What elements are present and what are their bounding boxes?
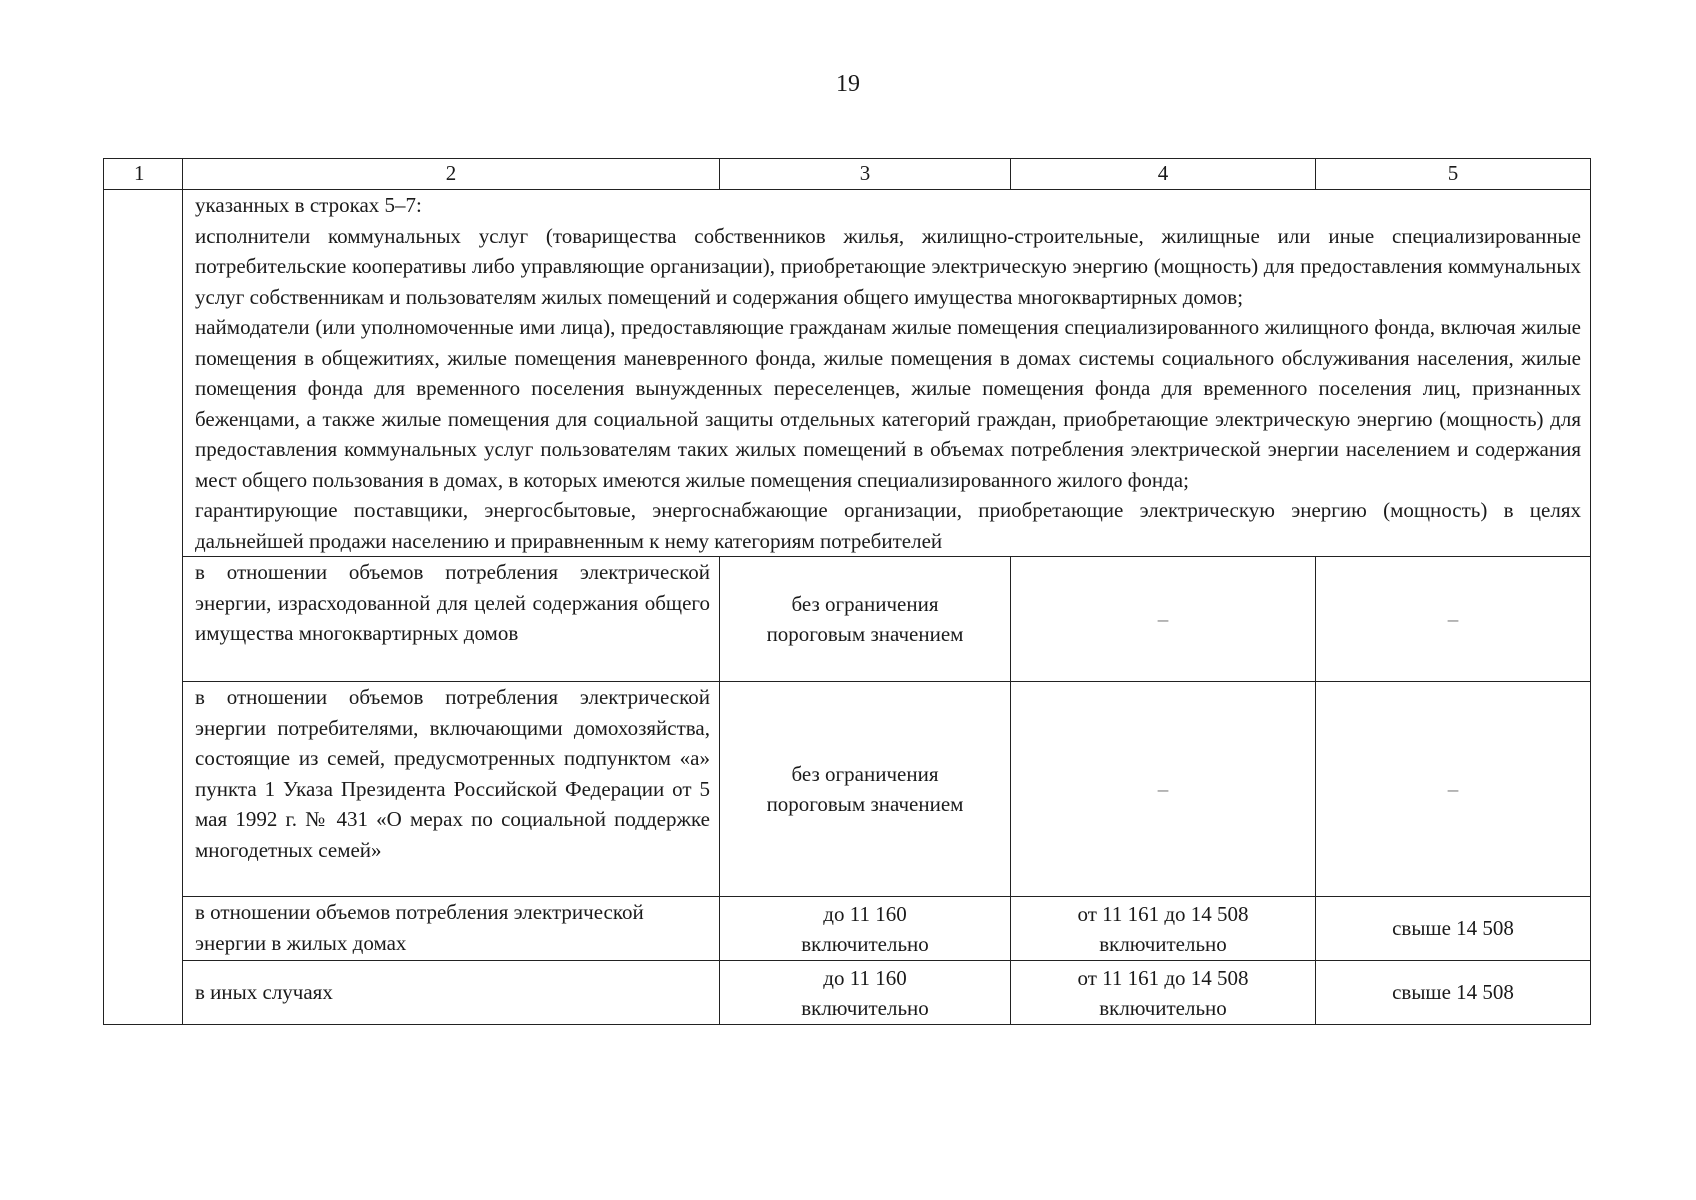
row-description: в иных случаях bbox=[183, 961, 720, 1025]
header-col-3: 3 bbox=[720, 159, 1011, 190]
row-col5-value: свыше 14 508 bbox=[1316, 897, 1591, 961]
group-block-cell bbox=[183, 190, 1591, 557]
group-paragraph-landlords: наймодатели (или уполномоченные ими лица), предоставляющие гражданам жилые помещения специализированного жилищного фонда, включая жилые помещения в общежитиях, жилые помещения маневренного фонда, жилые помещения в домах системы социального обслуживания населения, жилые помещения фонда для временного поселения вынужденных переселенцев, жилые помещения фонда для временного поселения лиц, признанных беженцами, а также жилые помещения для социальной защиты отдельных категорий граждан, приобретающие электрическую энергию (мощность) для предоставления коммунальных услуг пользователям таких жилых помещений в объемах потребления электрической энергии населением и содержания мест общего пользования в домах, в которых имеются жилые помещения специализированного жилого фонда; bbox=[195, 315, 1581, 492]
row-col3-text: до 11 160 включительно bbox=[801, 965, 929, 1020]
row-col5-value: – bbox=[1316, 682, 1591, 897]
row-col3-text: без ограничения пороговым значением bbox=[766, 592, 964, 646]
row-col4-text: от 11 161 до 14 508 включительно bbox=[1077, 965, 1249, 1020]
table-row bbox=[104, 682, 1591, 897]
header-col-1: 1 bbox=[104, 159, 183, 190]
tariff-table bbox=[103, 158, 1591, 1025]
table-row bbox=[104, 557, 1591, 682]
page-number: 19 bbox=[836, 71, 860, 97]
row-col3-text: без ограничения пороговым значением bbox=[766, 762, 964, 816]
row-col3-value bbox=[720, 961, 1011, 1025]
row-col4-value: – bbox=[1011, 682, 1316, 897]
table-row bbox=[104, 961, 1591, 1025]
table-row bbox=[104, 897, 1591, 961]
group-paragraph-suppliers: гарантирующие поставщики, энергосбытовые, энергоснабжающие организации, приобретающие электрическую энергию (мощность) в целях дальнейшей продажи населению и приравненным к нему категориям потребителей bbox=[195, 498, 1581, 553]
row-description: в отношении объемов потребления электрической энергии в жилых домах bbox=[183, 897, 720, 961]
row-col4-value: – bbox=[1011, 557, 1316, 682]
row-col4-text: от 11 161 до 14 508 включительно bbox=[1077, 901, 1249, 956]
table-header-row bbox=[104, 159, 1591, 190]
group-intro-text: указанных в строках 5–7: bbox=[195, 193, 422, 217]
row-number-cell bbox=[104, 190, 183, 1025]
header-col-5: 5 bbox=[1316, 159, 1591, 190]
group-block-row bbox=[104, 190, 1591, 557]
group-paragraph-utilities: исполнители коммунальных услуг (товарищества собственников жилья, жилищно-строительные, жилищные или иные специализированные потребительские кооперативы либо управляющие организации), приобретающие электрическую энергию (мощность) для предоставления коммунальных услуг собственникам и пользователям жилых помещений и содержания общего имущества многоквартирных домов; bbox=[195, 223, 1581, 309]
row-col3-value bbox=[720, 897, 1011, 961]
row-col5-value: – bbox=[1316, 557, 1591, 682]
row-col5-value: свыше 14 508 bbox=[1316, 961, 1591, 1025]
row-description: в отношении объемов потребления электрической энергии, израсходованной для целей содержания общего имущества многоквартирных домов bbox=[183, 557, 720, 682]
row-col3-value bbox=[720, 557, 1011, 682]
row-col4-value bbox=[1011, 961, 1316, 1025]
header-col-2: 2 bbox=[183, 159, 720, 190]
row-col3-text: до 11 160 включительно bbox=[801, 901, 929, 956]
row-description: в отношении объемов потребления электрической энергии потребителями, включающими домохозяйства, состоящие из семей, предусмотренных подпунктом «а» пункта 1 Указа Президента Российской Федерации от 5 мая 1992 г. № 431 «О мерах по социальной поддержке многодетных семей» bbox=[183, 682, 720, 897]
row-col4-value bbox=[1011, 897, 1316, 961]
row-col3-value bbox=[720, 682, 1011, 897]
header-col-4: 4 bbox=[1011, 159, 1316, 190]
